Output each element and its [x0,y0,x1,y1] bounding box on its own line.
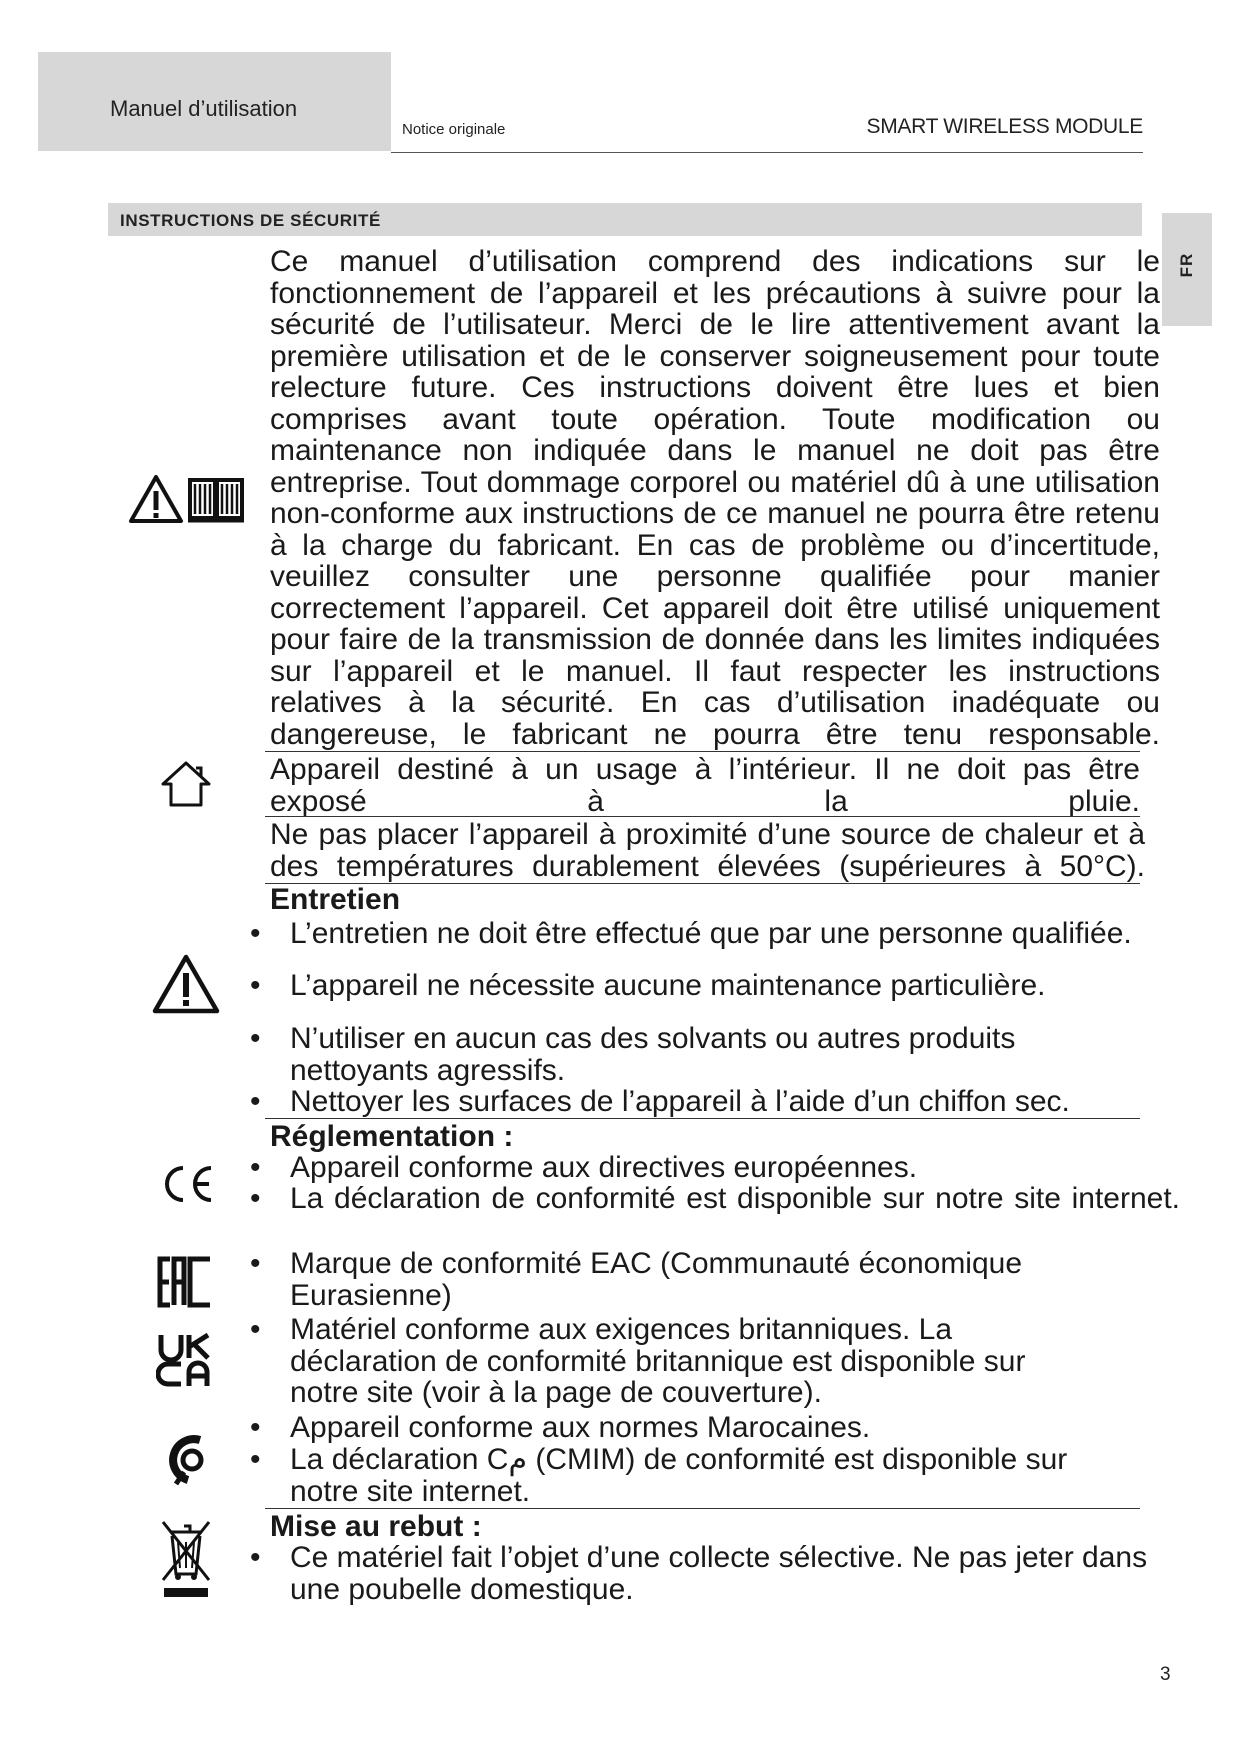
list-item: • Appareil conforme aux normes Marocaines. [250,1411,871,1444]
intro-paragraph: Ce manuel d’utilisation comprend des indications sur le fonctionnement de l’appareil et les précautions à suivre pour la sécurité de l’utilisateur. Merci de le lire attentivement avant la première utilisation et de le conserver soigneusement pour toute relecture future. Ces instructions doivent être lues et bien comprises avant toute opération. Toute modification ou maintenance non indiquée dans le manuel ne doit pas être entreprise. Tout dommage corporel ou matériel dû à une utilisation non-conforme aux instructions de ce manuel ne pourra être retenu à la charge du fabricant. En cas de problème ou d’incertitude, veuillez consulter une personne qualifiée pour manier correctement l’appareil. Cet appareil doit être utilisé uniquement pour faire de la transmission de donnée dans les limites indiquées sur l’appareil et le manuel. Il faut respecter les instructions relatives à la sécurité. En cas d’utilisation inadéquate ou dangereuse, le fabricant ne pourra être tenu responsable. [270,245,1160,751]
ce-mark-icon [157,1164,217,1209]
cmim-mark-icon [162,1432,212,1491]
warning-icon [152,953,220,1020]
language-tab-label: FR [1177,252,1196,278]
header-divider [391,152,1143,153]
language-tab [1162,213,1212,326]
list-item: • N’utiliser en aucun cas des solvants ou autres produits nettoyants agressifs. [250,1022,1016,1087]
list-item: • Nettoyer les surfaces de l’appareil à l’aide d’un chiffon sec. [250,1085,1070,1118]
regulation-heading: Réglementation : [270,1120,514,1153]
warning-icon [128,474,184,529]
product-name: SMART WIRELESS MODULE [866,115,1143,138]
list-item: • Marque de conformité EAC (Communauté économique Eurasienne) [250,1247,1023,1312]
divider [265,751,1140,752]
disposal-heading: Mise au rebut : [270,1510,482,1543]
section-title: INSTRUCTIONS DE SÉCURITÉ [120,211,381,230]
divider [265,1118,1140,1119]
list-item: • Matériel conforme aux exigences britanniques. La déclaration de conformité britannique est disponible sur notre site (voir à la page de couverture). [250,1313,1026,1409]
header-manual-box [38,52,391,151]
divider [265,1508,1140,1509]
list-item: • L’entretien ne doit être effectué que par une personne qualifiée. [250,917,1132,950]
indoor-paragraph: Appareil destiné à un usage à l’intérieur. Il ne doit pas être exposé à la pluie. [270,753,1140,818]
page-number: 3 [1160,1664,1171,1685]
divider [265,816,1140,817]
list-item: • La déclaration de conformité est disponible sur notre site internet. [250,1182,1180,1215]
heat-paragraph: Ne pas placer l’appareil à proximité d’une source de chaleur et à des températures durablement élevées (supérieures à 50°C). [270,818,1145,883]
eac-mark-icon [157,1256,213,1313]
manual-book-icon [186,474,246,529]
maintenance-heading: Entretien [270,883,401,916]
house-icon [160,760,212,813]
list-item: • L’appareil ne nécessite aucune maintenance particulière. [250,969,1046,1002]
list-item: • Appareil conforme aux directives européennes. [250,1151,918,1184]
weee-bin-icon [158,1516,214,1605]
list-item: • La déclaration Cم (CMIM) de conformité est disponible sur notre site internet. [250,1443,1068,1508]
notice-label: Notice originale [402,121,506,138]
manual-title: Manuel d’utilisation [110,96,298,121]
section-title-bar [108,203,1142,236]
list-item: • Ce matériel fait l’objet d’une collecte sélective. Ne pas jeter dans une poubelle domestique. [250,1541,1148,1606]
ukca-mark-icon [156,1332,214,1393]
